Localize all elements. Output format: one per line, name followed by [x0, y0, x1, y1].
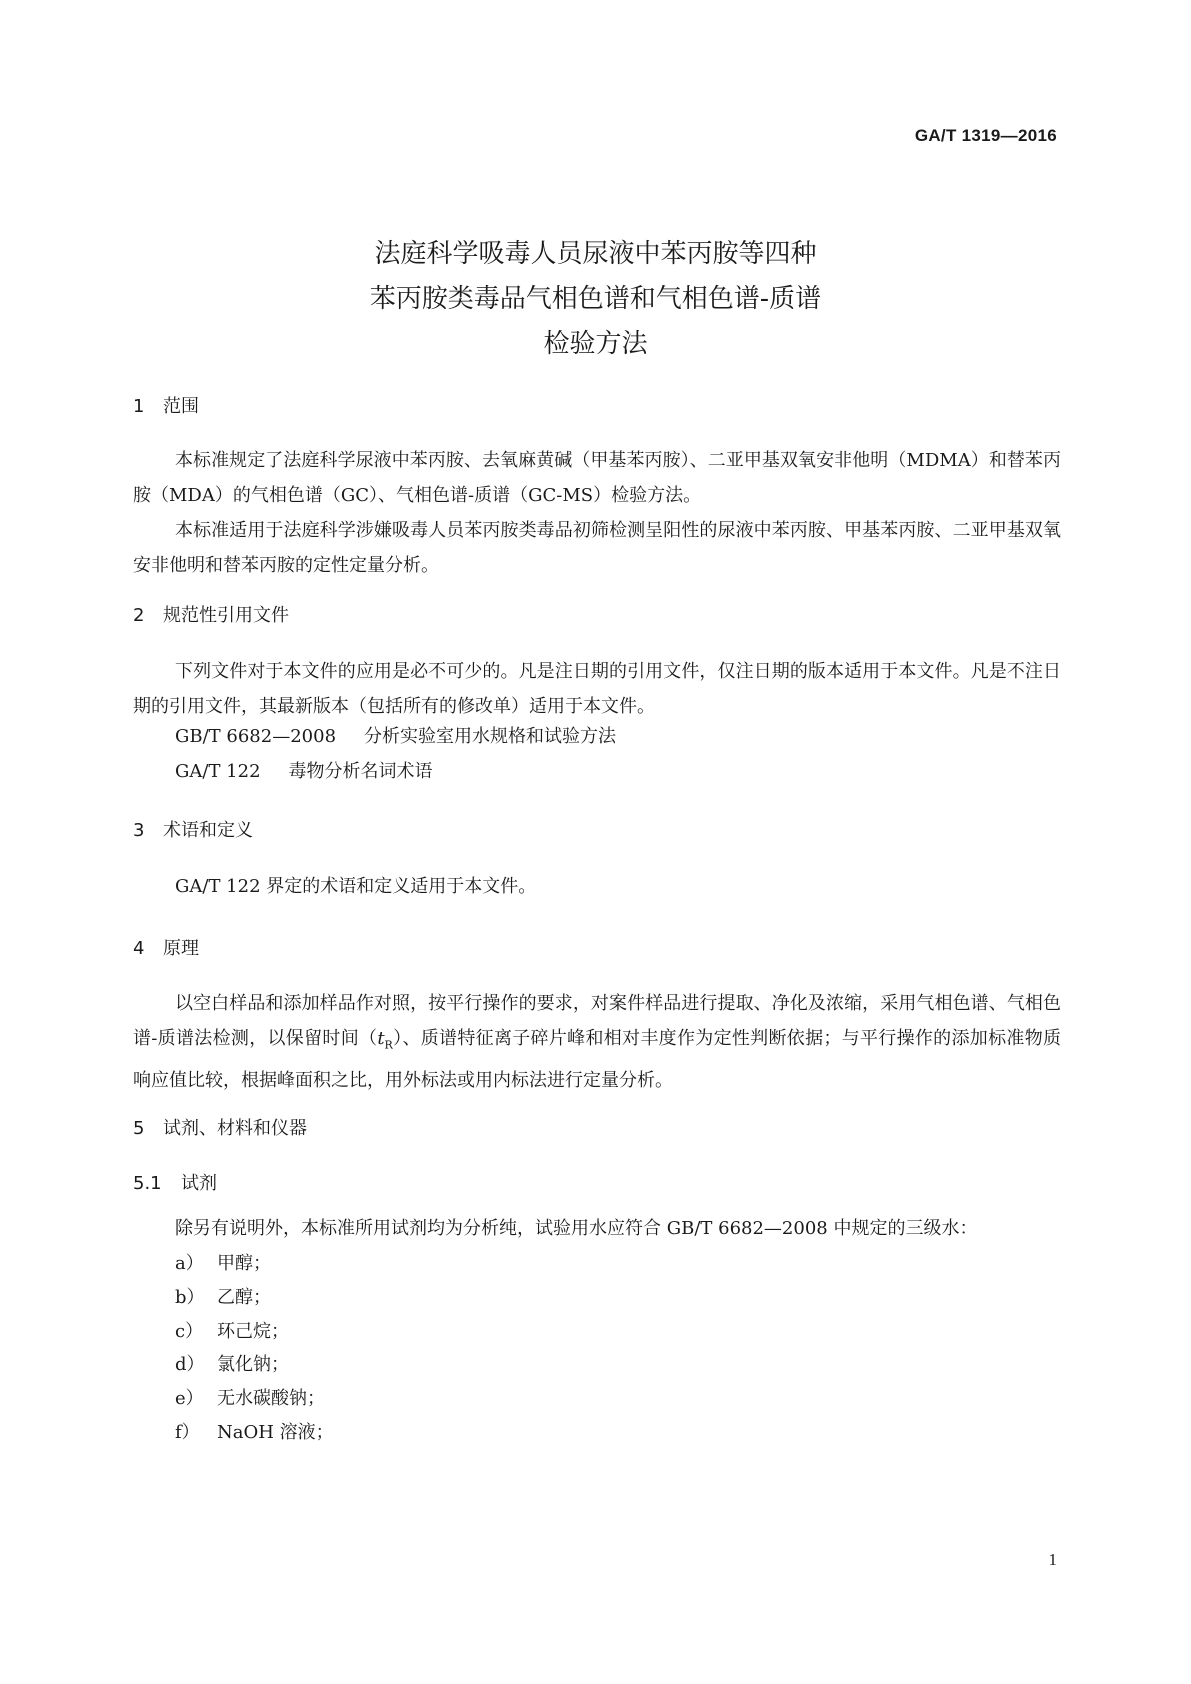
reference-item: [175, 722, 616, 748]
title-line-1: 法庭科学吸毒人员尿液中苯丙胺等四种: [374, 239, 817, 269]
list-text: 氯化钠；: [217, 1354, 289, 1375]
title-line-2: 苯丙胺类毒品气相色谱和气相色谱-质谱: [369, 284, 822, 314]
section-number: 5: [133, 1118, 145, 1139]
section-1-heading: [133, 392, 199, 418]
section-1-paragraph-1: 本标准规定了法庭科学尿液中苯丙胺、去氧麻黄碱（甲基苯丙胺）、二亚甲基双氧安非他明（MDMA）和替苯丙胺（MDA）的气相色谱（GC）、气相色谱-质谱（GC-MS）检验方法。: [133, 450, 1061, 506]
section-4-heading: [133, 934, 199, 960]
list-marker: e）: [175, 1388, 204, 1409]
list-text: 环己烷；: [217, 1321, 289, 1342]
section-title: 试剂、材料和仪器: [163, 1118, 307, 1139]
section-title: 规范性引用文件: [163, 605, 289, 626]
section-5-heading: [133, 1114, 307, 1140]
section-title: 试剂: [181, 1173, 217, 1194]
list-text: 无水碳酸钠；: [217, 1388, 325, 1409]
retention-time-subscript: R: [384, 1038, 393, 1052]
list-marker: d）: [175, 1354, 205, 1375]
section-2-paragraph-1: 下列文件对于本文件的应用是必不可少的。凡是注日期的引用文件，仅注日期的版本适用于本文件。凡是不注日期的引用文件，其最新版本（包括所有的修改单）适用于本文件。: [133, 661, 1061, 717]
section-5-1-heading: [133, 1169, 217, 1195]
list-marker: a）: [175, 1253, 204, 1274]
list-item: [175, 1283, 271, 1309]
section-3-paragraph-1: GA/T 122 界定的术语和定义适用于本文件。: [175, 876, 537, 897]
list-text: NaOH 溶液；: [217, 1422, 334, 1443]
section-title: 范围: [163, 396, 199, 417]
section-4-paragraph-1: 以空白样品和添加样品作对照，按平行操作的要求，对案件样品进行提取、净化及浓缩，采用气相色谱、气相色谱-质谱法检测，以保留时间$(t_R)$、质谱特征离子碎片峰和相对丰度作为定性判断依据；与平行操作的添加标准物质响应值比较，根据峰面积之比，用外标法或用内标法进行定量分析。: [133, 993, 1061, 1091]
retention-time-symbol: t: [377, 1028, 385, 1049]
section-number: 1: [133, 396, 145, 417]
list-text: 乙醇；: [217, 1287, 271, 1308]
section-title: 原理: [163, 938, 199, 959]
reference-code: GA/T 122: [175, 761, 261, 782]
section-number: 2: [133, 605, 145, 626]
title-line-3: 检验方法: [543, 329, 648, 359]
list-text: 甲醇；: [217, 1253, 271, 1274]
section-2-heading: [133, 601, 289, 627]
section-number: 4: [133, 938, 145, 959]
list-item: [175, 1350, 289, 1376]
reference-code: GB/T 6682—2008: [175, 726, 337, 747]
list-item: [175, 1317, 289, 1343]
list-item: [175, 1384, 325, 1410]
section-3-heading: [133, 816, 253, 842]
section-title: 术语和定义: [163, 820, 253, 841]
section-1-paragraph-2: 本标准适用于法庭科学涉嫌吸毒人员苯丙胺类毒品初筛检测呈阳性的尿液中苯丙胺、甲基苯丙胺、二亚甲基双氧安非他明和替苯丙胺的定性定量分析。: [133, 520, 1061, 576]
reference-item: [175, 757, 433, 783]
reference-name: 分析实验室用水规格和试验方法: [364, 726, 617, 747]
reference-name: 毒物分析名词术语: [288, 761, 433, 782]
page-number: 1: [1048, 1550, 1057, 1569]
standard-code: GA/T 1319—2016: [914, 126, 1057, 145]
list-item: [175, 1418, 334, 1444]
section-number: 3: [133, 820, 145, 841]
list-marker: f）: [175, 1422, 200, 1443]
list-marker: b）: [175, 1287, 205, 1308]
section-5-1-paragraph-1: 除另有说明外，本标准所用试剂均为分析纯，试验用水应符合 GB/T 6682—2008 中规定的三级水：: [175, 1218, 978, 1239]
list-item: [175, 1249, 271, 1275]
document-title: [0, 232, 1191, 367]
section-number: 5.1: [133, 1173, 162, 1194]
list-marker: c）: [175, 1321, 204, 1342]
